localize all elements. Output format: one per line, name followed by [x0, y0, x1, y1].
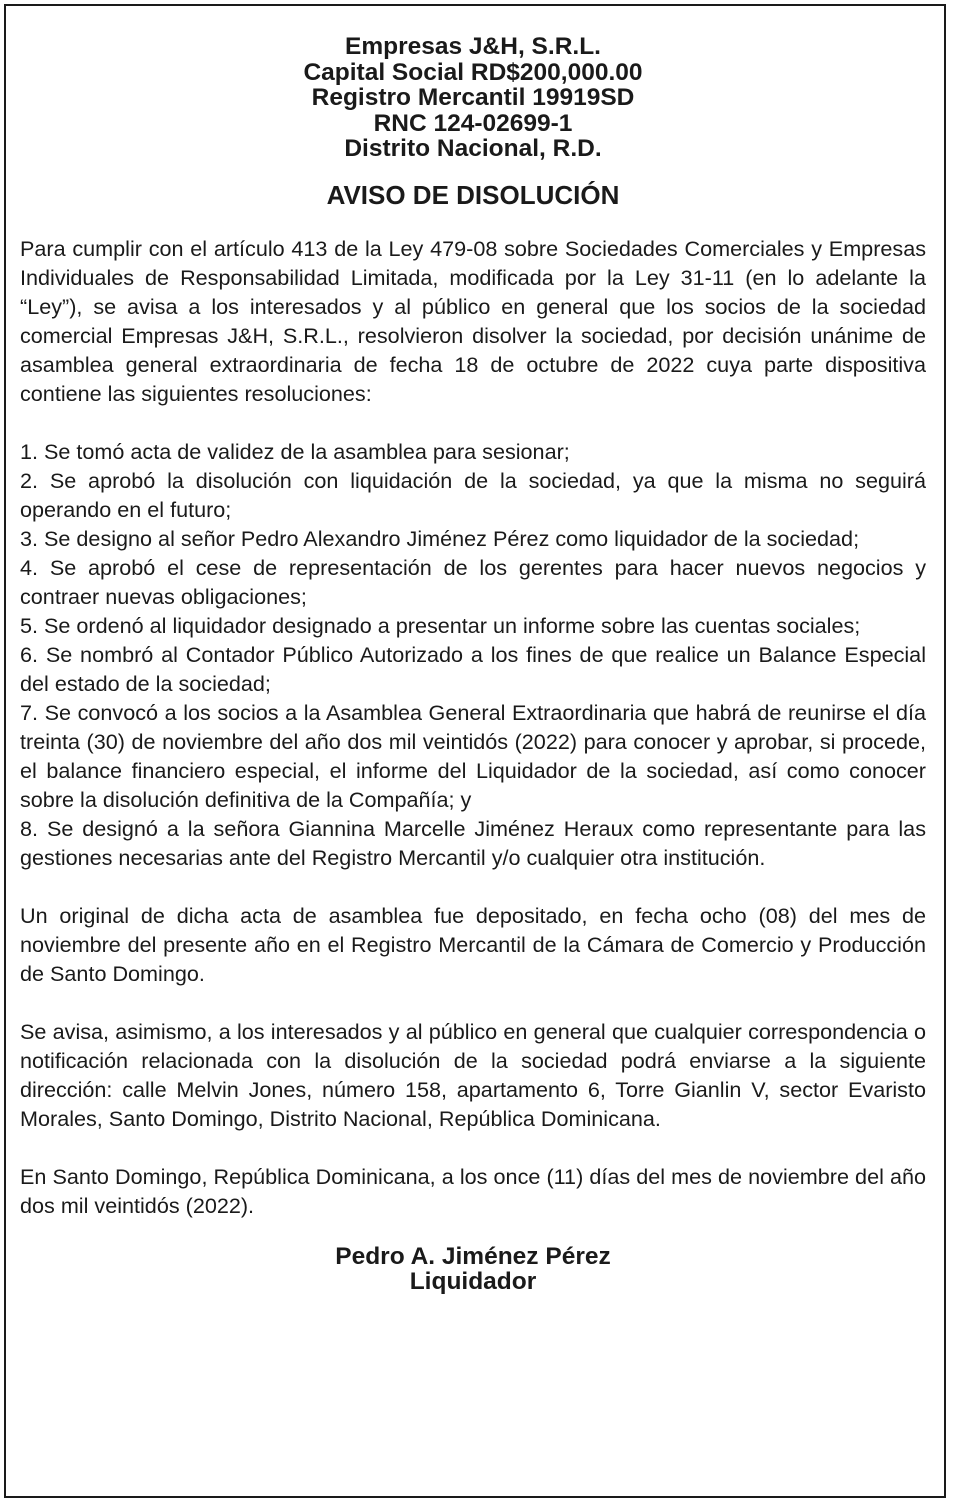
rnc: RNC 124-02699-1 [373, 109, 573, 137]
location: Distrito Nacional, R.D. [344, 135, 602, 162]
signature-block [20, 1244, 926, 1295]
capital-social: Capital Social RD$200,000.00 [303, 58, 643, 86]
registro-mercantil: Registro Mercantil 19919SD [311, 84, 635, 111]
resolutions-list [20, 437, 926, 872]
resolution-item: 2. Se aprobó la disolución con liquidación de la sociedad, ya que la misma no seguirá operando en el futuro; [20, 467, 926, 522]
resolution-item: 6. Se nombró al Contador Público Autorizado a los fines de que realice un Balance Especial del estado de la sociedad; [20, 641, 926, 696]
resolution-item: 5. Se ordenó al liquidador designado a presentar un informe sobre las cuentas sociales; [20, 612, 861, 638]
resolution-item: 1. Se tomó acta de validez de la asamblea para sesionar; [20, 438, 570, 464]
resolution-item: 4. Se aprobó el cese de representación de los gerentes para hacer nuevos negocios y contraer nuevas obligaciones; [20, 554, 926, 609]
address-paragraph: Se avisa, asimismo, a los interesados y al público en general que cualquier correspondencia o notificación relacionada con la disolución de la sociedad podrá enviarse a la siguiente dirección: calle Melvin Jones, número 158, apartamento 6, Torre Gianlin V, sector Evaristo Morales, Santo Domingo, Distrito Nacional, República Dominicana. [20, 1018, 926, 1131]
deposit-paragraph: Un original de dicha acta de asamblea fue depositado, en fecha ocho (08) del mes de noviembre del presente año en el Registro Mercantil de la Cámara de Comercio y Producción de Santo Domingo. [20, 902, 926, 986]
closing-paragraph: En Santo Domingo, República Dominicana, a los once (11) días del mes de noviembre del año dos mil veintidós (2022). [20, 1163, 926, 1218]
signatory-role: Liquidador [409, 1268, 537, 1295]
signatory-name: Pedro A. Jiménez Pérez [335, 1242, 611, 1270]
notice-content [20, 34, 926, 1295]
resolution-item: 7. Se convocó a los socios a la Asamblea General Extraordinaria que habrá de reunirse el día treinta (30) de noviembre del año dos mil veintidós (2022) para conocer y aprobar, si procede, el balance financiero especial, el informe del Liquidador de la sociedad, así como conocer sobre la disolución definitiva de la Compañía; y [20, 699, 926, 812]
notice-title: AVISO DE DISOLUCIÓN [326, 179, 620, 210]
company-name: Empresas J&H, S.R.L. [345, 33, 601, 60]
company-header [20, 34, 926, 162]
intro-paragraph: Para cumplir con el artículo 413 de la Ley 479-08 sobre Sociedades Comerciales y Empresas Individuales de Responsabilidad Limitada, modificada por la Ley 31-11 (en lo adelante la “Ley”), se avisa a los interesados y al público en general que los socios de la sociedad comercial Empresas J&H, S.R.L., resolvieron disolver la sociedad, por decisión unánime de asamblea general extraordinaria de fecha 18 de octubre de 2022 cuya parte dispositiva contiene las siguientes resoluciones: [20, 235, 926, 406]
resolution-item: 3. Se designo al señor Pedro Alexandro Jiménez Pérez como liquidador de la sociedad; [20, 525, 860, 551]
resolution-item: 8. Se designó a la señora Giannina Marcelle Jiménez Heraux como representante para las gestiones necesarias ante del Registro Mercantil y/o cualquier otra institución. [20, 815, 926, 870]
